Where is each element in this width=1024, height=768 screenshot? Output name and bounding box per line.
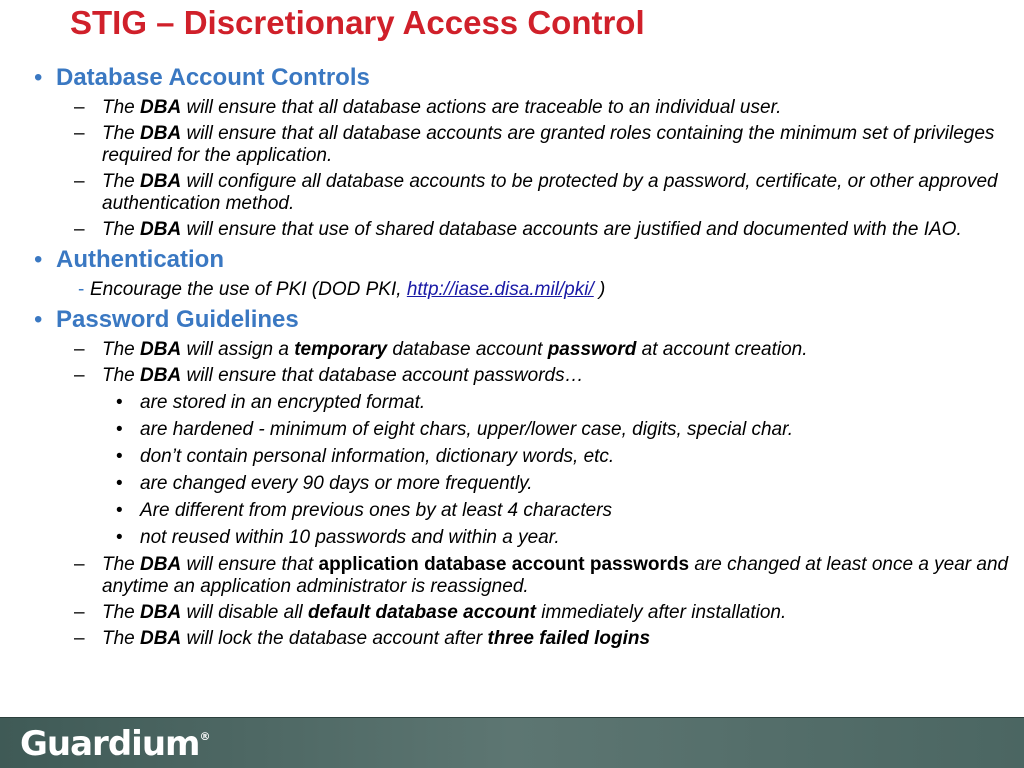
item-bold: DBA	[140, 123, 182, 144]
item-text: don’t contain personal information, dictionary words, etc.	[140, 446, 615, 467]
item-text: The	[102, 339, 141, 360]
slide-content	[34, 60, 1009, 654]
bullet-marker: •	[34, 306, 43, 333]
dot-marker: •	[116, 527, 123, 548]
list-item	[34, 171, 1009, 215]
heading-authentication	[34, 245, 1009, 275]
list-item	[34, 339, 1009, 361]
dot-marker: •	[116, 446, 123, 467]
item-bold: DBA	[140, 628, 182, 649]
dash-marker: –	[74, 171, 85, 192]
item-text: Encourage the use of PKI (DOD PKI,	[90, 279, 407, 300]
sub-list-item	[34, 446, 1009, 468]
item-text: will ensure that all database actions are traceable to an individual user.	[181, 97, 782, 118]
item-bold: DBA	[140, 171, 182, 192]
logo-text: Guardium	[20, 724, 200, 764]
list-item	[34, 123, 1009, 167]
list-item	[34, 97, 1009, 119]
list-item	[34, 219, 1009, 241]
sub-list-item	[34, 473, 1009, 495]
item-text: The	[102, 219, 141, 240]
item-text: will ensure that use of shared database accounts are justified and documented with the IAO.	[181, 219, 962, 240]
item-bold: three failed logins	[487, 628, 651, 649]
dash-marker: -	[78, 279, 85, 300]
item-text: are hardened - minimum of eight chars, upper/lower case, digits, special char.	[140, 419, 793, 440]
item-text: will ensure that all database accounts are granted roles containing the minimum set of privileges required for the application.	[102, 123, 995, 166]
sub-list-item	[34, 527, 1009, 549]
item-bold: DBA	[140, 339, 182, 360]
item-text: are changed every 90 days or more frequently.	[140, 473, 533, 494]
bullet-marker: •	[34, 64, 43, 91]
guardium-logo	[20, 724, 210, 764]
list-item	[34, 628, 1009, 650]
item-text: Are different from previous ones by at least 4 characters	[140, 500, 613, 521]
item-text: The	[102, 97, 141, 118]
dot-marker: •	[116, 392, 123, 413]
sub-list-item	[34, 392, 1009, 414]
heading-text: Password Guidelines	[56, 306, 299, 333]
item-text: are changed at least once a year and anytime an application administrator is reassigned.	[102, 554, 1009, 597]
slide-title: STIG – Discretionary Access Control	[70, 4, 645, 41]
heading-password-guidelines	[34, 305, 1009, 335]
item-text: are stored in an encrypted format.	[140, 392, 426, 413]
dash-marker: –	[74, 97, 85, 118]
item-bold: DBA	[140, 365, 182, 386]
dash-marker: –	[74, 602, 85, 623]
bullet-marker: •	[34, 246, 43, 273]
list-item	[34, 279, 1009, 301]
pki-link[interactable]: http://iase.disa.mil/pki/	[406, 279, 594, 300]
item-bold: DBA	[140, 554, 182, 575]
item-text: The	[102, 123, 141, 144]
dash-marker: –	[74, 554, 85, 575]
item-text: The	[102, 554, 141, 575]
item-text: The	[102, 365, 141, 386]
item-text: The	[102, 602, 141, 623]
dash-marker: –	[74, 339, 85, 360]
heading-text: Database Account Controls	[56, 64, 370, 91]
item-text: at account creation.	[636, 339, 808, 360]
item-text: will assign a	[181, 339, 295, 360]
item-text: The	[102, 628, 141, 649]
heading-database-account-controls	[34, 63, 1009, 93]
sub-list-item	[34, 419, 1009, 441]
dot-marker: •	[116, 473, 123, 494]
dash-marker: –	[74, 365, 85, 386]
dash-marker: –	[74, 123, 85, 144]
dash-marker: –	[74, 219, 85, 240]
item-text: )	[593, 279, 606, 300]
item-bold: DBA	[140, 219, 182, 240]
registered-mark: ®	[199, 730, 211, 743]
item-bold: DBA	[140, 602, 182, 623]
item-text: will disable all	[181, 602, 308, 623]
item-text: will ensure that	[181, 554, 319, 575]
item-text: immediately after installation.	[536, 602, 787, 623]
item-bold: application database account passwords	[318, 554, 690, 575]
list-item	[34, 602, 1009, 624]
list-item	[34, 554, 1009, 598]
item-text: will ensure that database account passwords…	[181, 365, 584, 386]
dash-marker: –	[74, 628, 85, 649]
dot-marker: •	[116, 419, 123, 440]
item-bold: password	[547, 339, 637, 360]
item-bold: temporary	[294, 339, 388, 360]
heading-text: Authentication	[56, 246, 224, 273]
item-bold: DBA	[140, 97, 182, 118]
item-text: The	[102, 171, 141, 192]
dot-marker: •	[116, 500, 123, 521]
item-text: database account	[387, 339, 548, 360]
footer-bar	[0, 717, 1024, 768]
item-text: will configure all database accounts to be protected by a password, certificate, or other approved authentication method.	[102, 171, 998, 214]
item-text: will lock the database account after	[181, 628, 488, 649]
item-bold: default database account	[307, 602, 536, 623]
list-item	[34, 365, 1009, 387]
item-text: not reused within 10 passwords and within a year.	[140, 527, 560, 548]
sub-list-item	[34, 500, 1009, 522]
